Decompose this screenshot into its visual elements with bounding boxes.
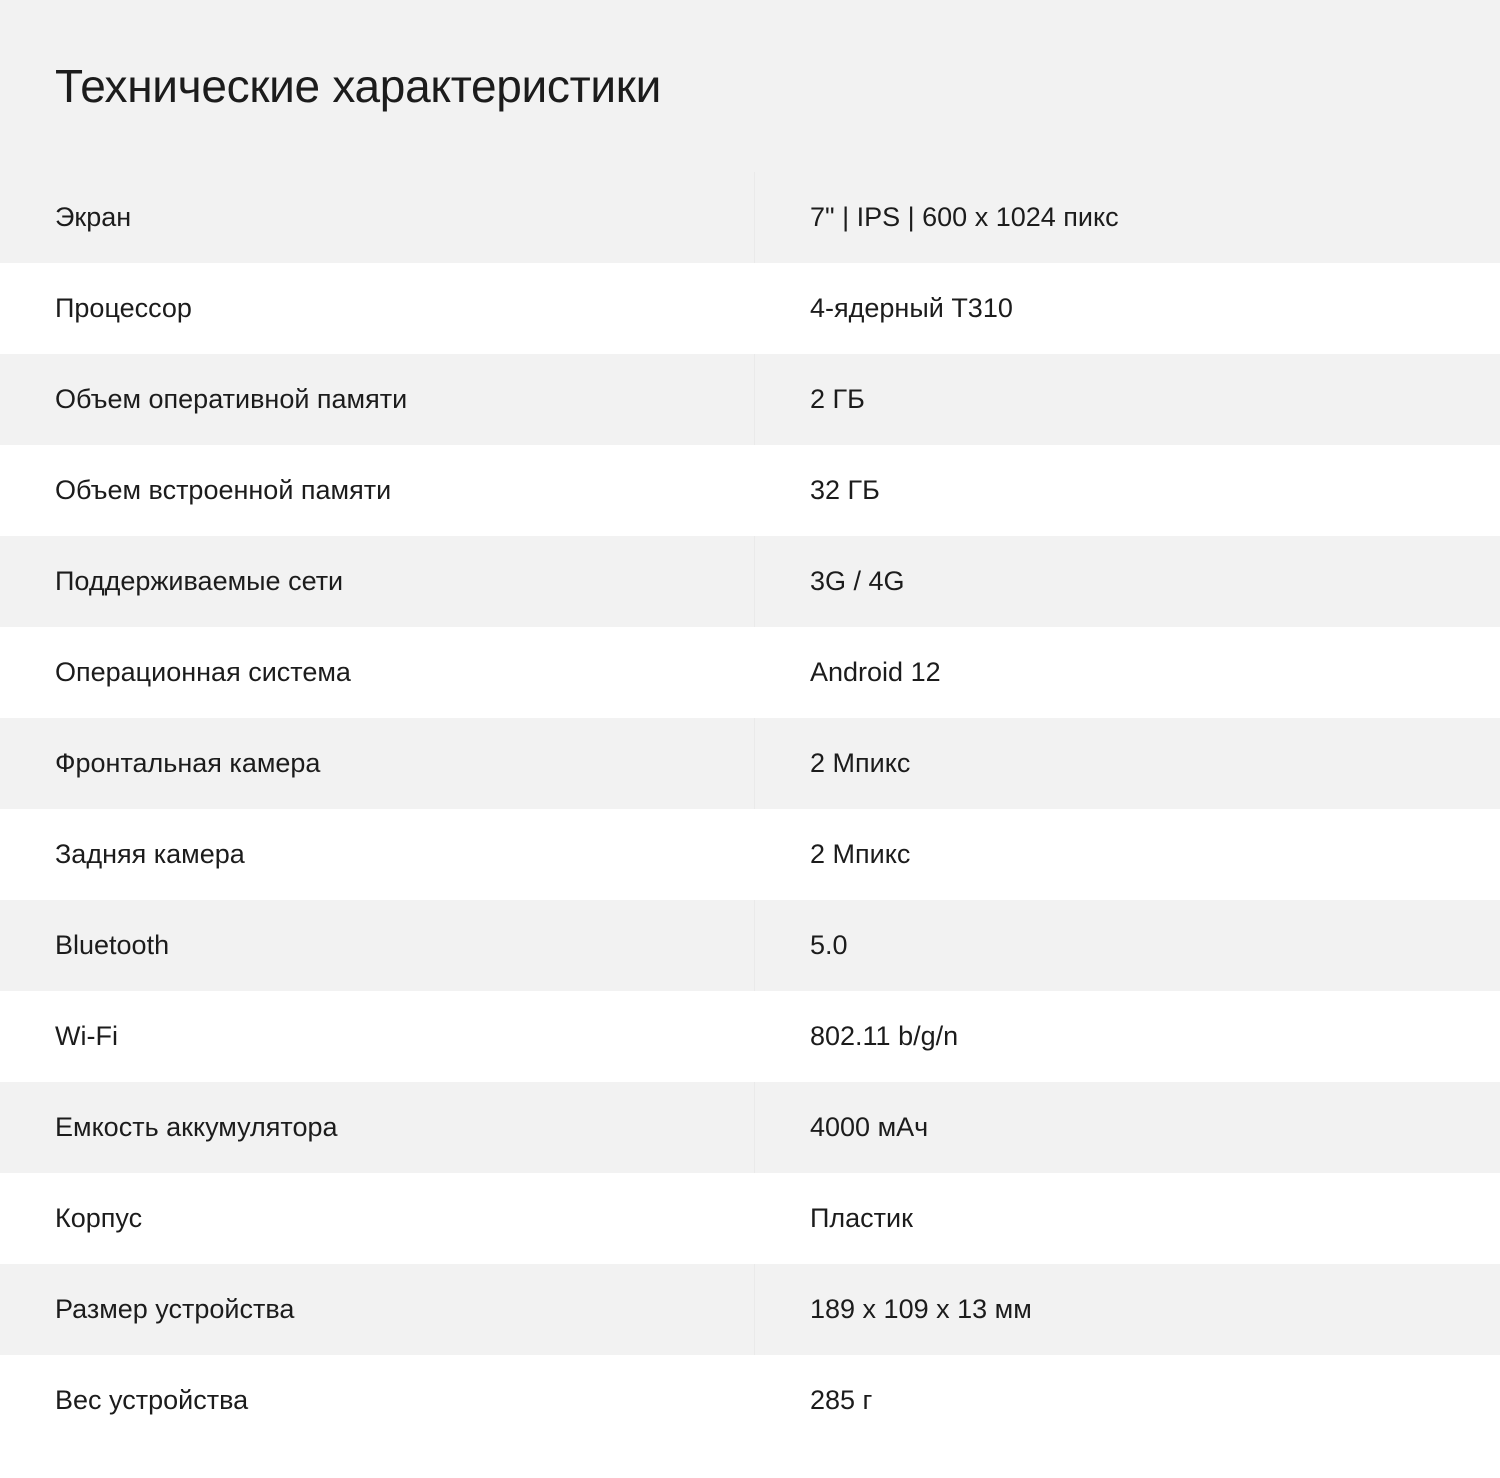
table-row [0,627,1500,718]
spec-value: 4000 мАч [755,1082,1500,1173]
spec-value: 5.0 [755,900,1500,991]
table-row [0,263,1500,354]
spec-value: 32 ГБ [755,445,1500,536]
table-row [0,172,1500,263]
spec-label: Емкость аккумулятора [0,1082,755,1173]
spec-value: 2 Мпикс [755,809,1500,900]
spec-label: Задняя камера [0,809,755,900]
spec-label: Процессор [0,263,755,354]
page-title: Технические характеристики [55,59,661,112]
table-row [0,1082,1500,1173]
specifications-table [0,172,1500,1446]
spec-value: 2 ГБ [755,354,1500,445]
spec-header [0,0,1500,172]
spec-value: 285 г [755,1355,1500,1446]
table-row [0,900,1500,991]
spec-value: Android 12 [755,627,1500,718]
spec-label: Поддерживаемые сети [0,536,755,627]
spec-label: Фронтальная камера [0,718,755,809]
spec-label: Операционная система [0,627,755,718]
spec-label: Экран [0,172,755,263]
table-row [0,536,1500,627]
table-row [0,809,1500,900]
table-row [0,718,1500,809]
spec-label: Размер устройства [0,1264,755,1355]
spec-label: Bluetooth [0,900,755,991]
spec-value: 3G / 4G [755,536,1500,627]
spec-value: 189 x 109 x 13 мм [755,1264,1500,1355]
spec-label: Корпус [0,1173,755,1264]
table-row [0,1173,1500,1264]
spec-label: Объем встроенной памяти [0,445,755,536]
table-row [0,445,1500,536]
spec-value: 2 Мпикс [755,718,1500,809]
table-row [0,991,1500,1082]
spec-label: Вес устройства [0,1355,755,1446]
spec-label: Объем оперативной памяти [0,354,755,445]
table-row [0,354,1500,445]
spec-value: 802.11 b/g/n [755,991,1500,1082]
table-row [0,1355,1500,1446]
table-row [0,1264,1500,1355]
spec-label: Wi-Fi [0,991,755,1082]
spec-value: 4-ядерный T310 [755,263,1500,354]
spec-value: 7" | IPS | 600 x 1024 пикс [755,172,1500,263]
spec-value: Пластик [755,1173,1500,1264]
specifications-table-body [0,172,1500,1446]
